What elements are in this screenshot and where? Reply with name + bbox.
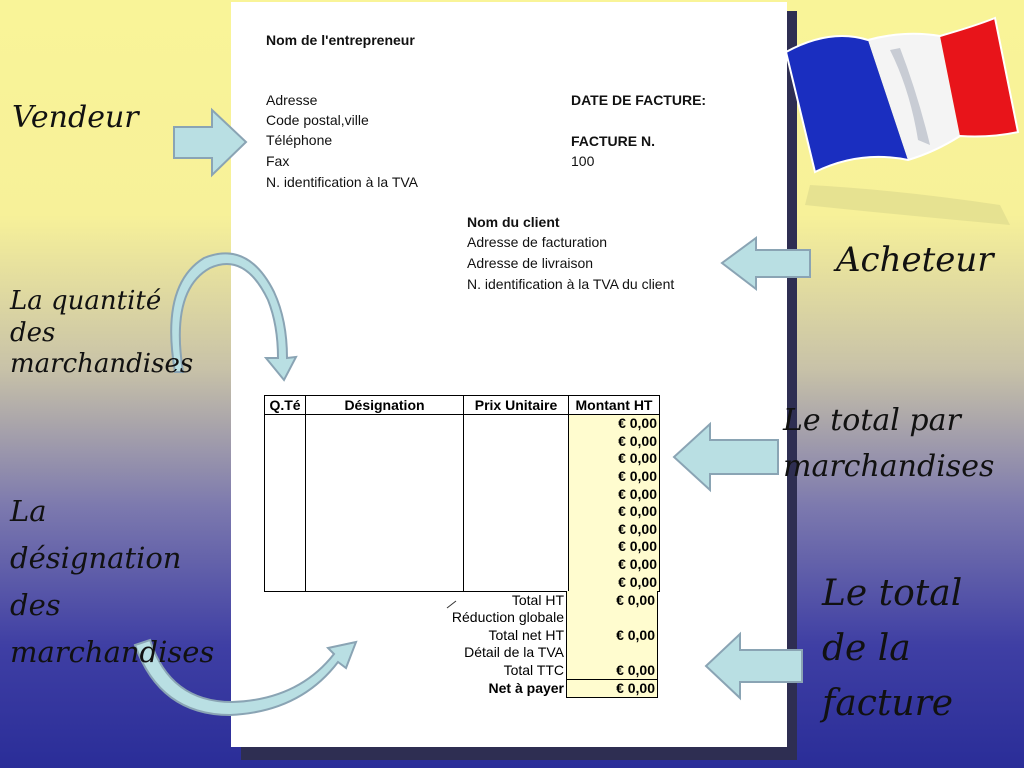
discount-label: Réduction globale <box>451 609 564 626</box>
right-arrow-icon <box>174 110 246 175</box>
amount-cell: € 0,00 <box>569 538 660 556</box>
amount-cell: € 0,00 <box>569 450 660 468</box>
net-to-pay-label: Net à payer <box>488 680 564 697</box>
amount-cell: € 0,00 <box>569 503 660 521</box>
vat-detail-label: Détail de la TVA <box>464 644 564 661</box>
label-designation: La désignation des marchandises <box>10 494 215 669</box>
label-buyer: Acheteur <box>836 240 994 280</box>
amount-cell: € 0,00 <box>569 556 660 574</box>
invoice-number-value: 100 <box>571 153 595 169</box>
amount-cell: € 0,00 <box>569 485 660 503</box>
header-designation: Désignation <box>306 396 464 415</box>
amount-cell: € 0,00 <box>569 468 660 486</box>
seller-phone: Téléphone <box>266 132 333 148</box>
amount-cell: € 0,00 <box>569 433 660 451</box>
seller-city: Code postal,ville <box>266 112 369 128</box>
total-ttc-value: € 0,00 <box>567 661 658 679</box>
client-billing-address: Adresse de facturation <box>467 234 608 250</box>
seller-name: Nom de l'entrepreneur <box>266 32 415 48</box>
left-arrow-icon <box>706 634 802 698</box>
net-to-pay-value: € 0,00 <box>567 679 658 698</box>
seller-fax: Fax <box>266 153 290 169</box>
total-net-ht-value: € 0,00 <box>567 626 658 644</box>
client-name: Nom du client <box>467 214 560 230</box>
left-arrow-icon <box>674 424 778 490</box>
invoice-number-label: FACTURE N. <box>571 133 655 149</box>
invoice-date-label: DATE DE FACTURE: <box>571 92 707 108</box>
label-total-per-item: Le total par marchandises <box>783 403 995 484</box>
amount-cell: € 0,00 <box>569 521 660 539</box>
total-ht-value: € 0,00 <box>567 591 658 609</box>
france-flag-icon <box>786 18 1018 225</box>
header-unit-price: Prix Unitaire <box>464 396 569 415</box>
label-seller: Vendeur <box>12 100 139 135</box>
total-ttc-label: Total TTC <box>503 662 564 678</box>
left-arrow-icon <box>722 238 810 289</box>
client-vat-id: N. identification à la TVA du client <box>467 276 675 292</box>
label-invoice-total: Le total de la facture <box>822 573 963 724</box>
header-amount: Montant HT <box>569 396 660 415</box>
seller-address: Adresse <box>266 92 318 108</box>
total-ht-label: Total HT <box>511 591 564 608</box>
amount-cell: € 0,00 <box>569 415 660 433</box>
amount-cell: € 0,00 <box>569 573 660 591</box>
total-net-ht-label: Total net HT <box>488 626 564 643</box>
header-quantity: Q.Té <box>265 396 306 415</box>
label-quantity: La quantité des marchandises <box>10 286 194 380</box>
client-delivery-address: Adresse de livraison <box>467 255 594 271</box>
seller-vat-id: N. identification à la TVA <box>266 174 419 190</box>
